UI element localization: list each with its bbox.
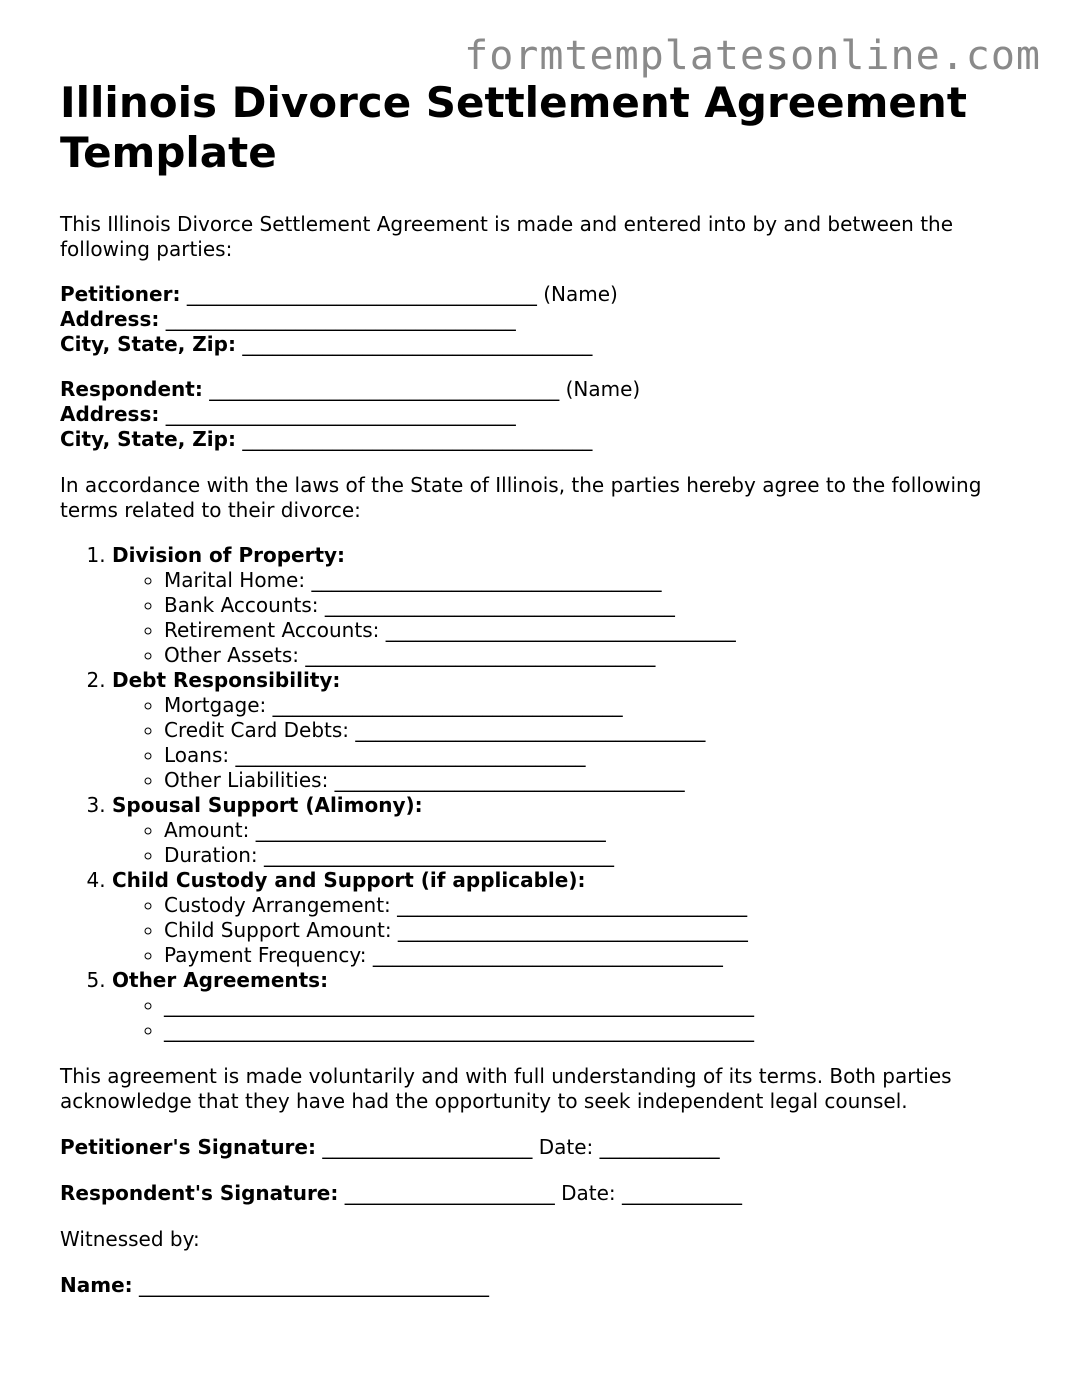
respondent-name-blank: ___________________________________ — [209, 377, 560, 401]
term-heading: Other Agreements: — [112, 968, 329, 992]
terms-list — [60, 543, 1020, 1043]
term-heading: Spousal Support (Alimony): — [112, 793, 423, 817]
petitioner-address-label: Address: — [60, 307, 160, 331]
term-items — [112, 993, 1020, 1043]
term-item: ◦ Marital Home: ___________________________________ — [164, 568, 1020, 593]
document-page — [60, 78, 1020, 1298]
term-item: ◦ Custody Arrangement: ___________________________________ — [164, 893, 1020, 918]
term-item: ◦ ___________________________________________________________ — [164, 1018, 1020, 1043]
petitioner-city-blank: ___________________________________ — [242, 332, 593, 356]
page-title: Illinois Divorce Settlement Agreement Template — [60, 78, 967, 177]
petitioner-address-line — [60, 307, 1020, 332]
respondent-name-line — [60, 377, 1020, 402]
term-item: ◦ Child Support Amount: ___________________________________ — [164, 918, 1020, 943]
term-item: ◦ Mortgage: ___________________________________ — [164, 693, 1020, 718]
petitioner-city-label: City, State, Zip: — [60, 332, 236, 356]
term-item: ◦ Other Assets: ___________________________________ — [164, 643, 1020, 668]
petitioner-name-label: Petitioner: — [60, 282, 181, 306]
term-section — [112, 543, 1020, 668]
respondent-address-blank: ___________________________________ — [165, 402, 516, 426]
respondent-city-label: City, State, Zip: — [60, 427, 236, 451]
term-section — [112, 868, 1020, 968]
respondent-signature-blank: _____________________ — [344, 1181, 555, 1205]
term-heading: Debt Responsibility: — [112, 668, 341, 692]
respondent-address-line — [60, 402, 1020, 427]
term-items — [112, 693, 1020, 793]
respondent-city-line — [60, 427, 1020, 452]
term-heading: Division of Property: — [112, 543, 346, 567]
term-items — [112, 568, 1020, 668]
respondent-signature-label: Respondent's Signature: — [60, 1181, 339, 1205]
petitioner-block — [60, 282, 1020, 357]
term-section — [112, 968, 1020, 1043]
respondent-name-suffix: (Name) — [565, 377, 641, 401]
term-item: ◦ Retirement Accounts: ___________________________________ — [164, 618, 1020, 643]
term-item: ◦ Other Liabilities: ___________________________________ — [164, 768, 1020, 793]
petitioner-name-suffix: (Name) — [543, 282, 618, 306]
intro-paragraph: This Illinois Divorce Settlement Agreement is made and entered into by and between the following parties: — [60, 212, 954, 261]
term-item: ◦ Loans: ___________________________________ — [164, 743, 1020, 768]
watermark: formtemplatesonline.com — [464, 33, 1041, 79]
petitioner-city-line — [60, 332, 1020, 357]
term-item: ◦ Bank Accounts: ___________________________________ — [164, 593, 1020, 618]
respondent-block — [60, 377, 1020, 452]
petitioner-name-line — [60, 282, 1020, 307]
witnessed-by: Witnessed by: — [60, 1227, 200, 1251]
term-section — [112, 793, 1020, 868]
petitioner-signature-line — [60, 1135, 1020, 1160]
petitioner-name-blank: ___________________________________ — [186, 282, 537, 306]
respondent-name-label: Respondent: — [60, 377, 203, 401]
petitioner-signature-label: Petitioner's Signature: — [60, 1135, 316, 1159]
term-heading: Child Custody and Support (if applicable): — [112, 868, 586, 892]
witness-name-line — [60, 1273, 1020, 1298]
term-item: ◦ Duration: ___________________________________ — [164, 843, 1020, 868]
petitioner-address-blank: ___________________________________ — [165, 307, 516, 331]
respondent-city-blank: ___________________________________ — [242, 427, 593, 451]
term-item: ◦ Amount: ___________________________________ — [164, 818, 1020, 843]
petitioner-signature-blank: _____________________ — [322, 1135, 533, 1159]
respondent-address-label: Address: — [60, 402, 160, 426]
term-items — [112, 818, 1020, 868]
term-items — [112, 893, 1020, 968]
witness-name-blank: ___________________________________ — [139, 1273, 489, 1297]
closing-paragraph: This agreement is made voluntarily and with full understanding of its terms. Both parties acknowledge that they have had the opportunity to seek independent legal counsel. — [60, 1064, 952, 1113]
witness-name-label: Name: — [60, 1273, 133, 1297]
term-section — [112, 668, 1020, 793]
term-item: ◦ Credit Card Debts: ___________________________________ — [164, 718, 1020, 743]
petitioner-date: Date: ____________ — [538, 1135, 720, 1159]
respondent-date: Date: ____________ — [561, 1181, 742, 1205]
respondent-signature-line — [60, 1181, 1020, 1206]
terms-intro-paragraph: In accordance with the laws of the State of Illinois, the parties hereby agree to the following terms related to their divorce: — [60, 473, 982, 522]
term-item: ◦ ___________________________________________________________ — [164, 993, 1020, 1018]
term-item: ◦ Payment Frequency: ___________________________________ — [164, 943, 1020, 968]
